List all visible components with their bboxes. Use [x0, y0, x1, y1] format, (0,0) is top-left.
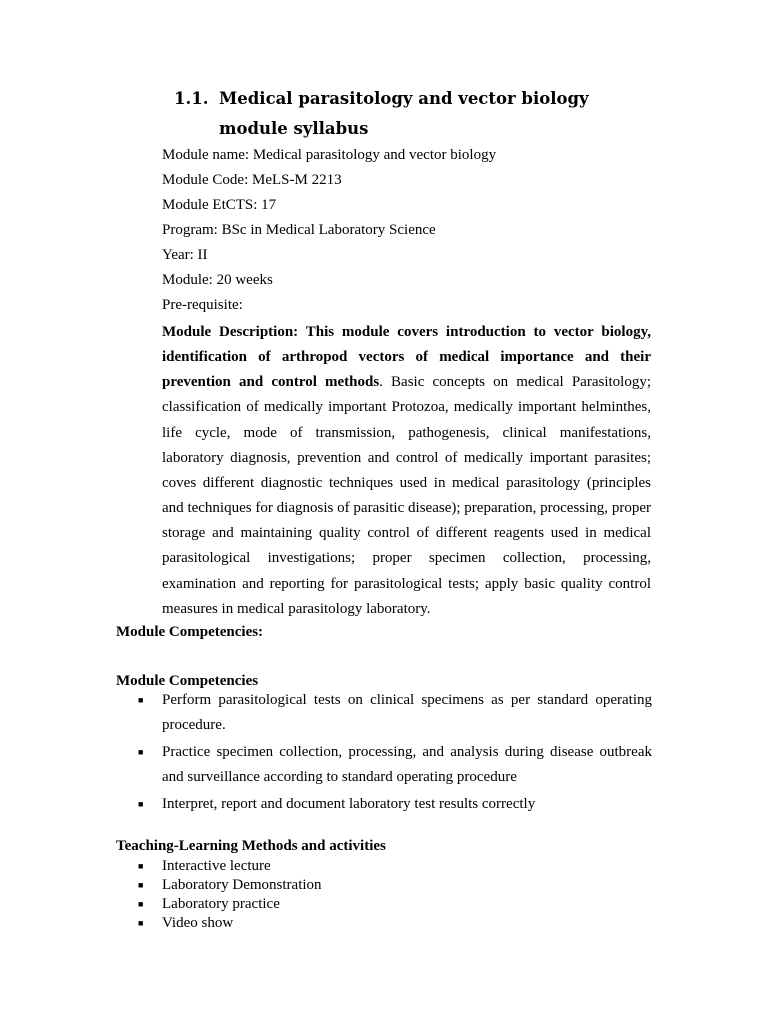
list-item: ■ Laboratory Demonstration — [138, 877, 322, 893]
list-item: ■ Perform parasitological tests on clinical specimens as per standard operating procedure. — [138, 688, 652, 738]
module-code: Module Code: MeLS-M 2213 — [162, 172, 342, 188]
competencies-heading-2: Module Competencies — [116, 673, 259, 689]
square-bullet-icon: ■ — [138, 918, 144, 928]
section-title: Medical parasitology and vector biology module syllabus — [219, 89, 589, 138]
module-name: Module name: Medical parasitology and vector biology — [162, 147, 497, 163]
module-description-lead: Module Description: This module covers introduction to vector biology, identification of arthropod vectors of medical importance and their prevention and control methods — [162, 324, 651, 391]
square-bullet-icon: ■ — [138, 861, 144, 871]
list-item: ■ Interactive lecture — [138, 858, 271, 874]
square-bullet-icon: ■ — [138, 899, 144, 909]
square-bullet-icon: ■ — [138, 695, 144, 705]
competencies-list — [138, 688, 652, 819]
list-item: ■ Practice specimen collection, processing, and analysis during disease outbreak and surveillance according to standard operating procedure — [138, 740, 652, 790]
module-year: Year: II — [162, 247, 208, 263]
module-prerequisite: Pre-requisite: — [162, 297, 243, 313]
competencies-heading: Module Competencies: — [116, 624, 264, 640]
list-item: ■ Laboratory practice — [138, 896, 280, 912]
teaching-methods-heading: Teaching-Learning Methods and activities — [116, 838, 386, 854]
module-duration: Module: 20 weeks — [162, 272, 273, 288]
list-item: ■ Video show — [138, 915, 234, 931]
square-bullet-icon: ■ — [138, 747, 144, 757]
module-etcts: Module EtCTS: 17 — [162, 197, 277, 213]
module-program: Program: BSc in Medical Laboratory Science — [162, 222, 436, 238]
module-description-body: . Basic concepts on medical Parasitology; classification of medically important Protozoa, medically important helminthes, life cycle, mode of transmission, pathogenesis, clinical manifestations, laboratory diagnosis, prevention and control of medically important parasites; coves different diagnostic techniques used in medical parasitology (principles and techniques for diagnosis of parasitic disease); preparation, processing, proper storage and maintaining quality control of different reagents used in medical parasitological investigations; proper specimen collection, processing, examination and reporting for parasitological tests; apply basic quality control measures in medical parasitology laboratory. — [162, 374, 651, 617]
square-bullet-icon: ■ — [138, 799, 144, 809]
section-number: 1.1. — [174, 89, 209, 108]
square-bullet-icon: ■ — [138, 880, 144, 890]
module-description — [162, 320, 651, 622]
list-item: ■ Interpret, report and document laboratory test results correctly — [138, 792, 652, 817]
teaching-methods-list — [138, 857, 652, 933]
